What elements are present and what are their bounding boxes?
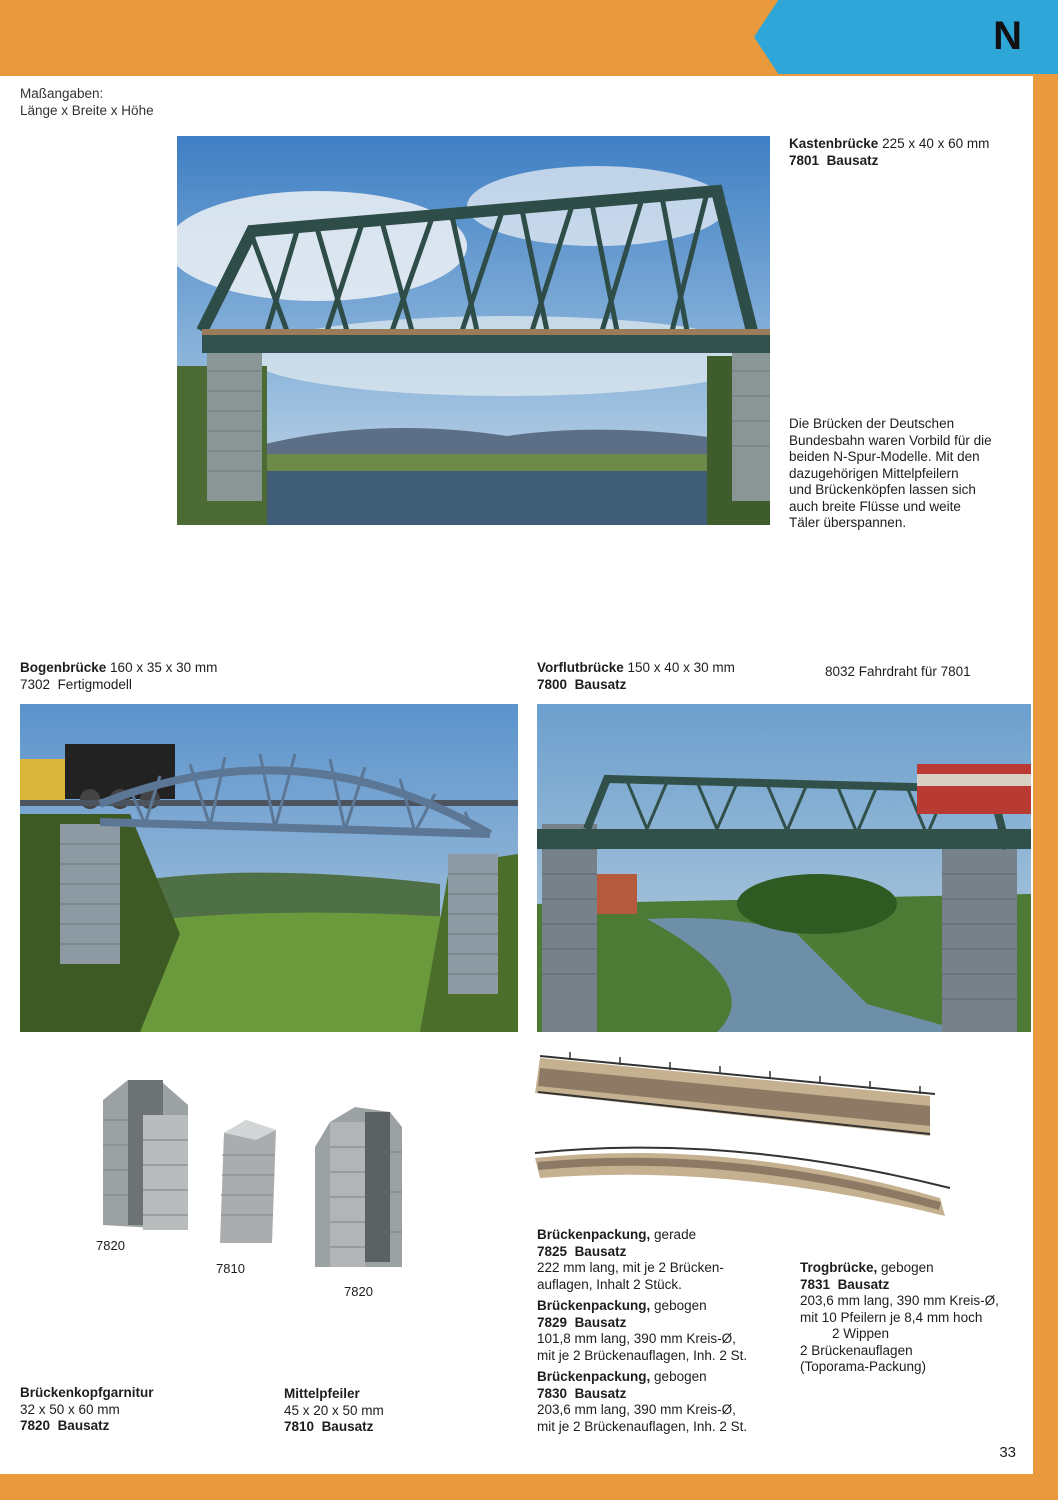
section-letter: N — [993, 14, 1022, 58]
kastenbruecke-number: 7801 — [789, 152, 820, 168]
page-number: 33 — [999, 1444, 1016, 1461]
pack1-kind: Bausatz — [574, 1243, 627, 1259]
trogbruecke-caption — [800, 1260, 999, 1376]
mittelpfeiler-kind: Bausatz — [321, 1419, 374, 1434]
trog-kind: Bausatz — [837, 1276, 890, 1292]
bogenbruecke-size: 160 x 35 x 30 mm — [110, 660, 218, 675]
mittelpfeiler-name: Mittelpfeiler — [284, 1386, 360, 1401]
bogenbruecke-number: 7302 — [20, 676, 51, 692]
description-line: Täler überspannen. — [789, 515, 907, 530]
description-line: auch breite Flüsse und weite — [789, 498, 961, 514]
pack2-kind: Bausatz — [574, 1314, 627, 1330]
mittelpfeiler-piece — [216, 1115, 280, 1247]
dimensions-note-line2: Länge x Breite x Höhe — [20, 102, 154, 118]
vorflutbruecke-number: 7800 — [537, 676, 568, 692]
pack3-line1: 203,6 mm lang, 390 mm Kreis-Ø, — [537, 1402, 736, 1417]
trog-line: 2 Wippen — [832, 1326, 890, 1341]
description-line: und Brückenköpfen lassen sich — [789, 482, 976, 497]
bogenbruecke-kind: Fertigmodell — [57, 676, 132, 692]
brueckenpackung-gerade — [537, 1227, 724, 1293]
pack2-line2: mit je 2 Brückenauflagen, Inh. 2 St. — [537, 1347, 748, 1363]
pack3-line2: mit je 2 Brückenauflagen, Inh. 2 St. — [537, 1418, 748, 1434]
pack1-variant: gerade — [654, 1227, 697, 1242]
pack3-number: 7830 — [537, 1385, 568, 1401]
description-line: beiden N-Spur-Modelle. Mit den — [789, 449, 980, 464]
vorflutbruecke-size: 150 x 40 x 30 mm — [627, 660, 735, 675]
brueckenpackung-gebogen-7829 — [537, 1298, 747, 1364]
trog-line: 203,6 mm lang, 390 mm Kreis-Ø, — [800, 1293, 999, 1308]
brueckenpackung-gebogen-7830 — [537, 1369, 747, 1435]
kastenbruecke-kind: Bausatz — [826, 152, 879, 168]
description-line: Die Brücken der Deutschen — [789, 416, 955, 431]
bogenbruecke-photo — [20, 704, 518, 1032]
vorflutbruecke-caption — [537, 660, 735, 693]
kastenbruecke-caption — [789, 136, 989, 169]
pack1-name: Brückenpackung, — [537, 1227, 651, 1242]
piece-label: 7810 — [216, 1261, 245, 1276]
piece-label: 7820 — [344, 1284, 373, 1299]
fahrdraht-note: 8032 Fahrdraht für 7801 — [825, 664, 971, 679]
mittelpfeiler-size: 45 x 20 x 50 mm — [284, 1402, 384, 1418]
brueckenkopf-caption — [20, 1385, 154, 1435]
vorflutbruecke-name: Vorflutbrücke — [537, 660, 624, 675]
pack2-name: Brückenpackung, — [537, 1298, 651, 1313]
pack2-number: 7829 — [537, 1314, 568, 1330]
bogenbruecke-caption — [20, 660, 217, 693]
brueckenkopf-piece-left — [98, 1075, 194, 1235]
vorflutbruecke-photo — [537, 704, 1031, 1032]
trog-line: (Toporama-Packung) — [800, 1359, 927, 1374]
mittelpfeiler-number: 7810 — [284, 1419, 315, 1434]
description-line: Bundesbahn waren Vorbild für die — [789, 432, 992, 448]
brueckenpackung-pieces — [530, 1048, 970, 1218]
pack2-variant: gebogen — [654, 1298, 707, 1313]
dimensions-note-line1: Maßangaben: — [20, 86, 104, 101]
brueckenkopf-piece-right — [310, 1102, 406, 1272]
trog-name: Trogbrücke, — [800, 1260, 878, 1275]
dimensions-note — [20, 86, 154, 119]
pack3-variant: gebogen — [654, 1369, 707, 1384]
pack1-line1: 222 mm lang, mit je 2 Brücken- — [537, 1260, 724, 1275]
piece-label: 7820 — [96, 1238, 125, 1253]
trog-number: 7831 — [800, 1276, 831, 1292]
kastenbruecke-name: Kastenbrücke — [789, 136, 879, 151]
pack3-name: Brückenpackung, — [537, 1369, 651, 1384]
brueckenkopf-kind: Bausatz — [57, 1418, 110, 1433]
bogenbruecke-name: Bogenbrücke — [20, 660, 107, 675]
brueckenkopf-size: 32 x 50 x 60 mm — [20, 1401, 120, 1417]
pack3-kind: Bausatz — [574, 1385, 627, 1401]
pack1-number: 7825 — [537, 1243, 568, 1259]
trog-line: 2 Brückenauflagen — [800, 1342, 913, 1358]
pack1-line2: auflagen, Inhalt 2 Stück. — [537, 1276, 682, 1292]
trog-variant: gebogen — [881, 1260, 934, 1275]
kastenbruecke-size: 225 x 40 x 60 mm — [882, 136, 990, 151]
brueckenkopf-name: Brückenkopfgarnitur — [20, 1385, 154, 1400]
brueckenkopf-number: 7820 — [20, 1418, 51, 1433]
vorflutbruecke-kind: Bausatz — [574, 676, 627, 692]
pack2-line1: 101,8 mm lang, 390 mm Kreis-Ø, — [537, 1331, 736, 1346]
description — [789, 416, 992, 532]
kastenbruecke-photo — [177, 136, 770, 525]
description-line: dazugehörigen Mittelpfeilern — [789, 465, 959, 481]
trog-line: mit 10 Pfeilern je 8,4 mm hoch — [800, 1309, 983, 1325]
mittelpfeiler-caption — [284, 1386, 384, 1436]
